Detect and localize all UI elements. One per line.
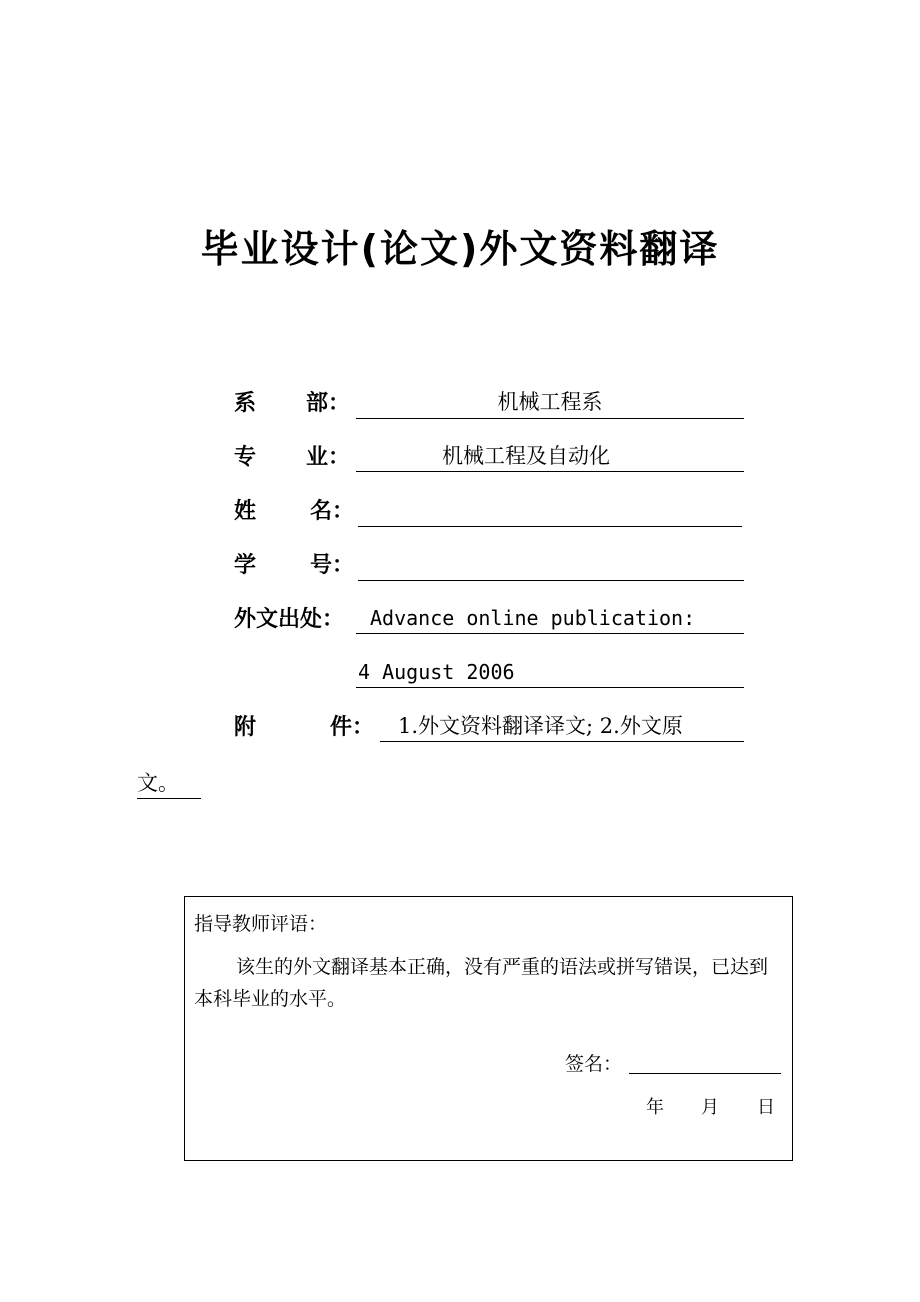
advisor-comment-title: 指导教师评语： xyxy=(194,913,328,935)
source-row-2 xyxy=(0,648,920,688)
source-label: 外文出处： xyxy=(234,607,345,632)
department-value: 机械工程系 xyxy=(356,378,744,419)
advisor-comment-box xyxy=(184,896,793,1161)
attachment-value-line2: 文。 xyxy=(137,768,201,799)
department-row: 系 部： 机械工程系 xyxy=(0,378,920,418)
source-value-line1: Advance online publication: xyxy=(356,594,744,634)
name-row: 姓 名： xyxy=(0,486,920,526)
advisor-comment-body: 该生的外文翻译基本正确，没有严重的语法或拼写错误，已达到本科毕业的水平。 xyxy=(194,956,769,1010)
document-title: 毕业设计(论文)外文资料翻译 xyxy=(200,227,720,271)
source-value-line2: 4 August 2006 xyxy=(356,648,744,688)
attachment-row: 附 件： 1.外文资料翻译译文; 2.外文原 xyxy=(0,702,920,742)
student-id-row: 学 号： xyxy=(0,540,920,580)
source-row xyxy=(0,594,920,634)
major-value: 机械工程及自动化 xyxy=(356,432,744,472)
attachment-value-line1: 1.外文资料翻译译文; 2.外文原 xyxy=(380,702,744,742)
date-month: 月 xyxy=(701,1097,719,1118)
student-id-value xyxy=(358,540,744,581)
date-year: 年 xyxy=(646,1097,664,1118)
signature-line xyxy=(629,1050,781,1074)
major-row: 专 业： 机械工程及自动化 xyxy=(0,432,920,472)
name-value xyxy=(358,486,742,527)
signature-label: 签名： xyxy=(565,1053,623,1075)
date-day: 日 xyxy=(757,1097,775,1118)
